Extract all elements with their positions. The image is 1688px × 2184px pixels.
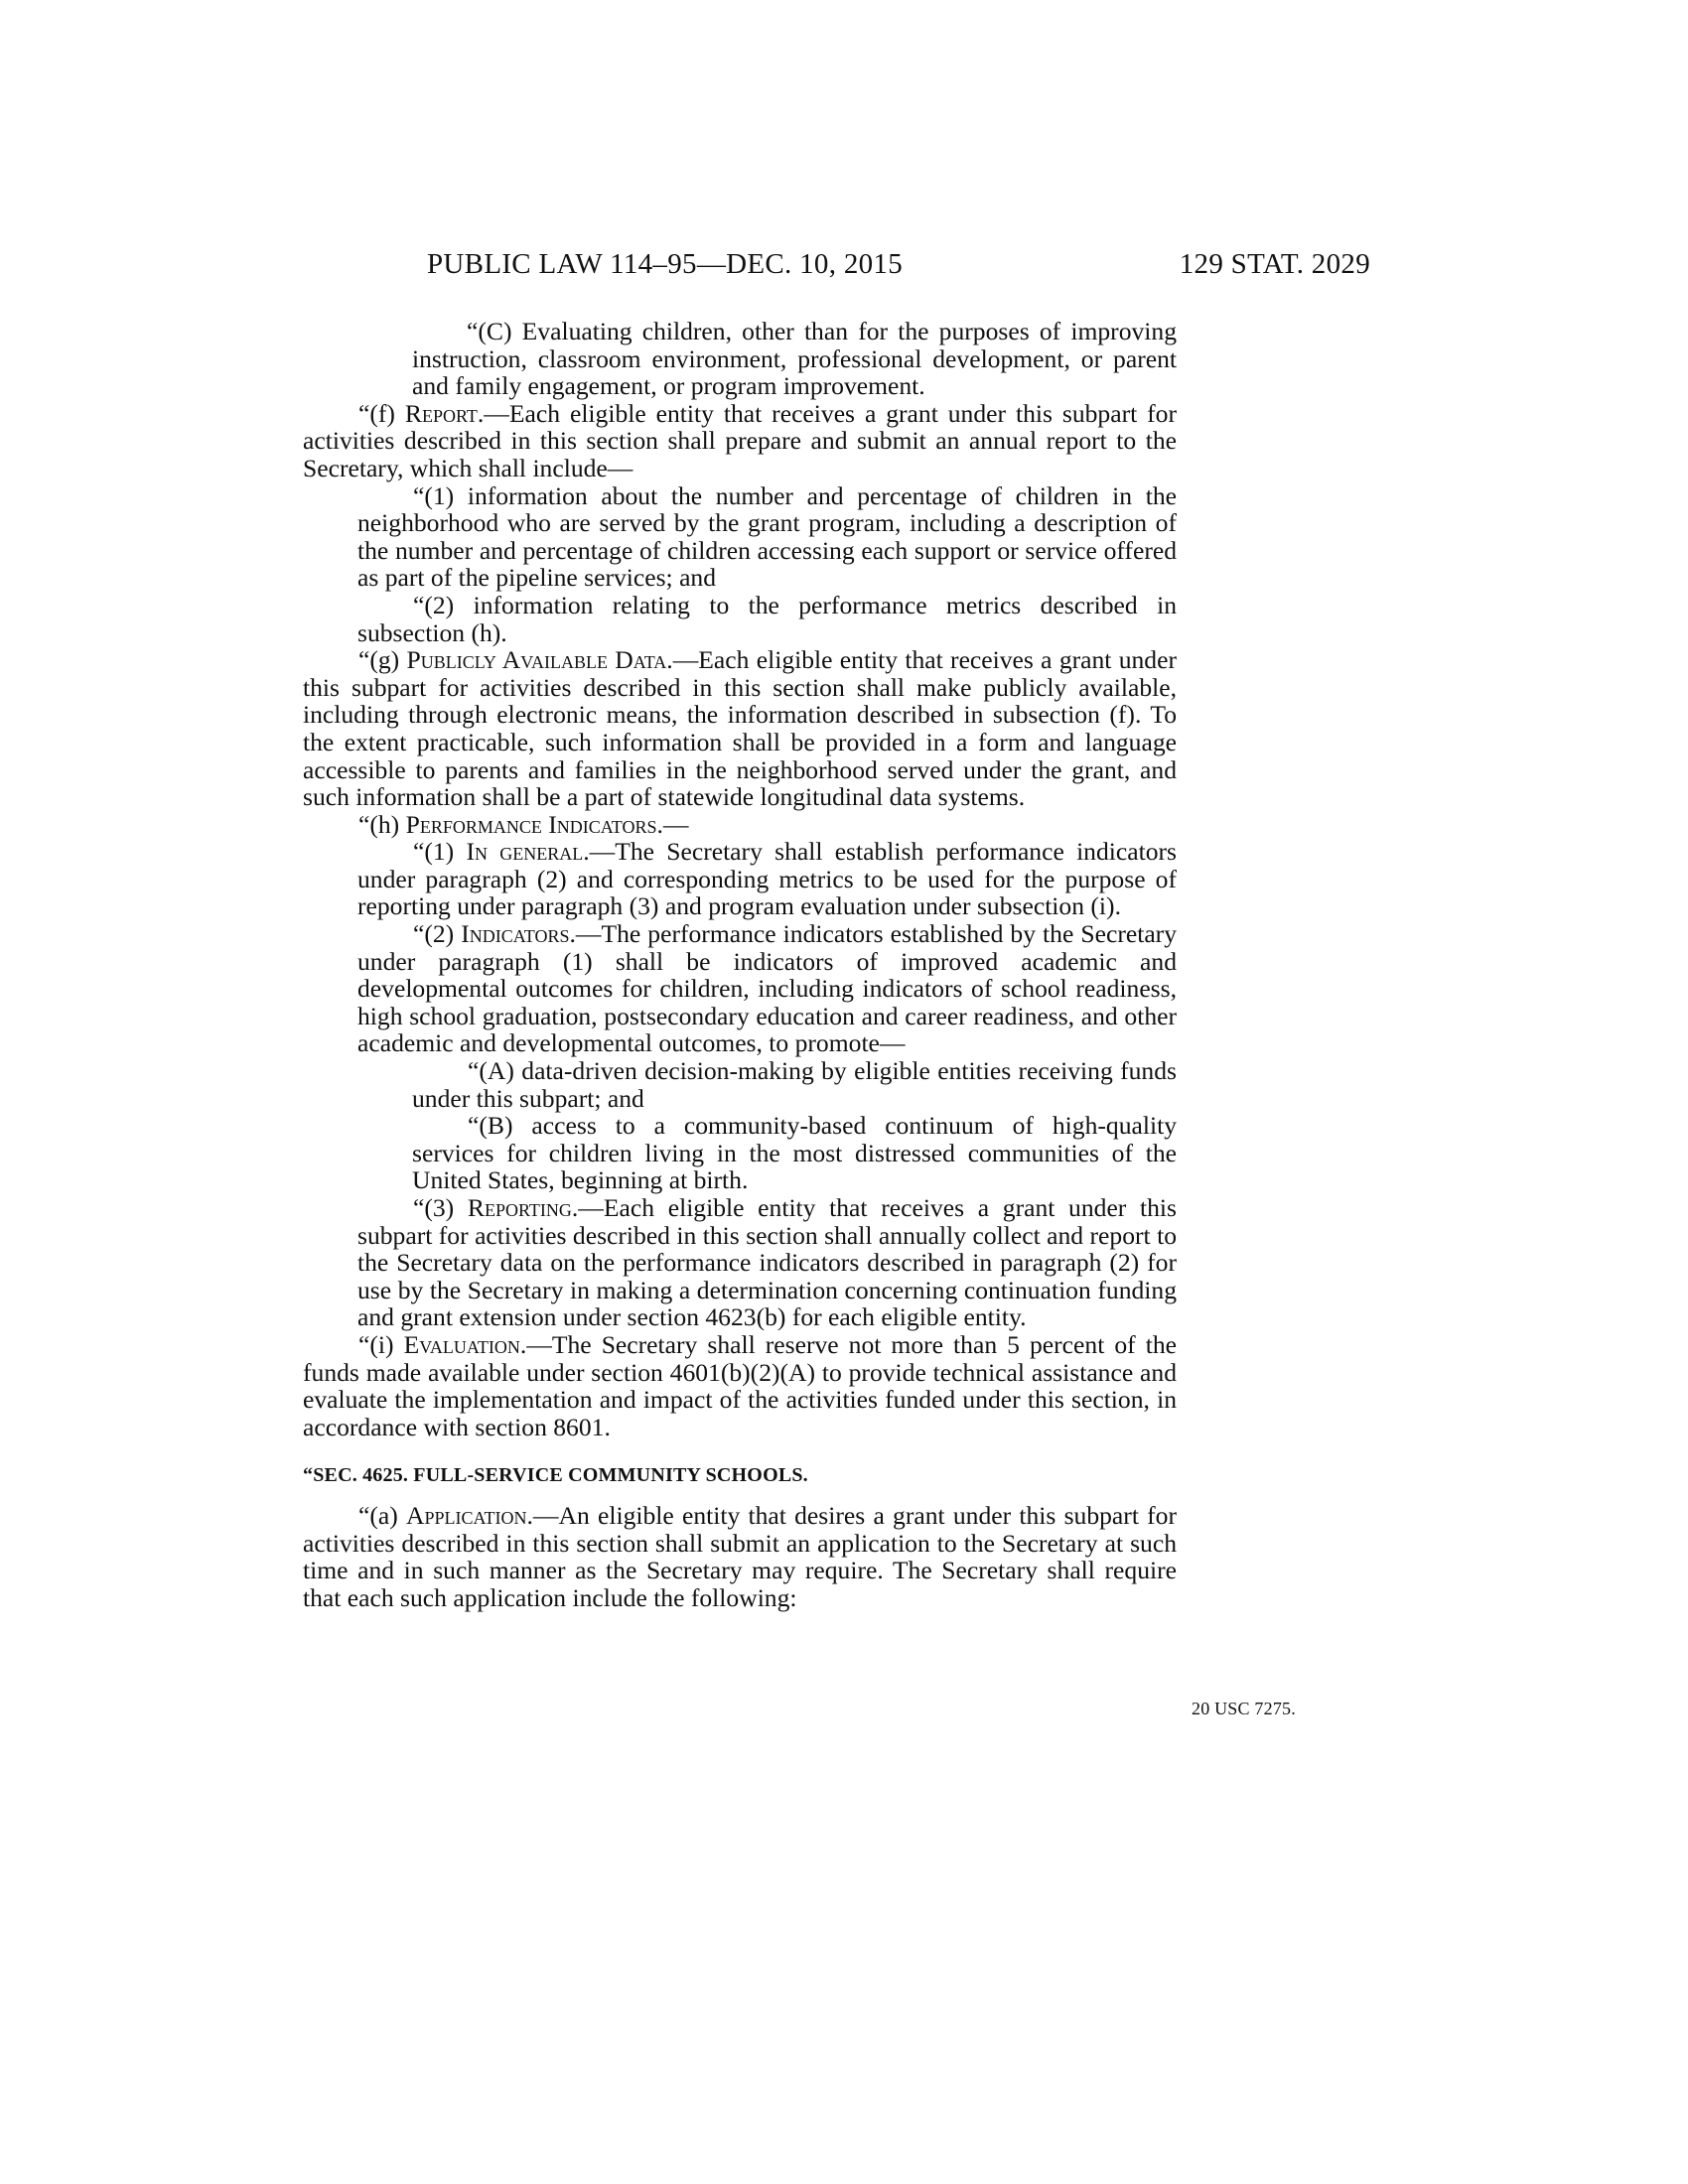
paragraph-heading: Report. — [404, 398, 485, 428]
paragraph-h-1 — [357, 838, 1177, 920]
paragraph-lead: “(g) — [358, 645, 407, 675]
paragraph-h-performance-indicators — [303, 811, 1177, 839]
paragraph-text: —The performance indicators established by the Secretary under paragraph (1) shall be indicators of improved academic and developmental outcomes for children, including indicators of school readiness, high school graduation, postsecondary education and career readiness, and other academic and developmental outcomes, to promote— — [357, 919, 1178, 1058]
paragraph-lead: “(2) — [413, 919, 462, 949]
statute-page-number: 129 STAT. 2029 — [1179, 248, 1370, 280]
paragraph-h-2-b — [412, 1112, 1177, 1194]
paragraph-text: —Each eligible entity that receives a grant under this subpart for activities described in this section shall annually collect and report to the Secretary data on the performance indicators described in paragraph (2) for use by the Secretary in making a determination concerning continuation funding and grant extension under section 4623(b) for each eligible entity. — [357, 1193, 1177, 1332]
paragraph-text: information about the number and percentage of children in the neighborhood who are served by the grant program, including a description of the number and percentage of children accessing each support or service offered as part of the pipeline services; and — [357, 480, 1177, 593]
paragraph-e-c — [412, 318, 1177, 400]
paragraph-text: access to a community-based continuum of high-quality services for children living in the most distressed communities of the United States, beginning at birth. — [412, 1111, 1177, 1195]
paragraph-f-report — [303, 400, 1177, 482]
paragraph-text: —An eligible entity that desires a grant under this subpart for activities described in this section shall submit an application to the Secretary at such time and in such manner as the Secretary may require. The Secretary shall require that each such application include the following: — [303, 1500, 1178, 1612]
paragraph-text: —Each eligible entity that receives a grant under this subpart for activities described in this section shall make publicly available, including through electronic means, the information described in subsection (f). To the extent practicable, such information shall be provided in a form and language accessible to parents and families in the neighborhood served under the grant, and such information shall be a part of statewide longitudinal data systems. — [303, 645, 1177, 812]
document-body — [303, 318, 1177, 1611]
paragraph-h-2-a — [412, 1057, 1177, 1112]
paragraph-lead: “(1) — [413, 480, 468, 510]
paragraph-a-application — [303, 1502, 1177, 1611]
paragraph-lead: “(a) — [358, 1500, 407, 1530]
paragraph-f-2 — [357, 592, 1177, 646]
paragraph-h-2 — [357, 920, 1177, 1057]
paragraph-text: —The Secretary shall establish performance indicators under paragraph (2) and corresponding metrics to be used for the purpose of reporting under paragraph (3) and program evaluation under subsection (i). — [357, 837, 1177, 921]
section-heading: “SEC. 4625. FULL-SERVICE COMMUNITY SCHOOLS. — [303, 1464, 808, 1487]
page-header — [427, 248, 1370, 288]
paragraph-lead: “(A) — [468, 1056, 522, 1086]
paragraph-text: —The Secretary shall reserve not more than 5 percent of the funds made available under section 4601(b)(2)(A) to provide technical assistance and evaluate the implementation and impact of the activities funded under this section, in accordance with section 8601. — [303, 1329, 1177, 1441]
paragraph-lead: “(1) — [413, 837, 467, 867]
paragraph-g-publicly-available-data — [303, 646, 1177, 811]
paragraph-text: Evaluating children, other than for the purposes of improving instruction, classroom environment, professional development, or parent and family engagement, or program improvement. — [412, 317, 1177, 401]
usc-margin-note: 20 USC 7275. — [1192, 1699, 1296, 1718]
paragraph-lead: “(f) — [358, 398, 405, 428]
paragraph-text: —Each eligible entity that receives a grant under this subpart for activities described in this section shall prepare and submit an annual report to the Secretary, which shall include— — [303, 398, 1177, 482]
paragraph-heading: Reporting. — [467, 1193, 579, 1222]
paragraph-heading: Evaluation. — [403, 1329, 527, 1359]
paragraph-heading: Indicators. — [461, 919, 576, 949]
paragraph-lead: “(C) — [467, 317, 522, 345]
paragraph-text: information relating to the performance metrics described in subsection (h). — [357, 590, 1177, 647]
paragraph-lead: “(h) — [358, 809, 406, 839]
running-head-title: PUBLIC LAW 114–95—DEC. 10, 2015 — [427, 248, 904, 280]
paragraph-text: — — [662, 809, 689, 839]
paragraph-lead: “(2) — [413, 590, 474, 619]
paragraph-i-evaluation — [303, 1331, 1177, 1440]
paragraph-text: data-driven decision-making by eligible entities receiving funds under this subpart; and — [412, 1056, 1177, 1113]
paragraph-h-3 — [357, 1194, 1177, 1331]
paragraph-lead: “(3) — [413, 1193, 468, 1222]
paragraph-heading: Application. — [406, 1500, 533, 1530]
paragraph-heading: Performance Indicators. — [405, 809, 663, 839]
paragraph-lead: “(i) — [358, 1329, 404, 1359]
paragraph-f-1 — [357, 482, 1177, 592]
paragraph-heading: In general. — [466, 837, 590, 867]
paragraph-lead: “(B) — [468, 1111, 532, 1141]
paragraph-heading: Publicly Available Data. — [406, 645, 673, 675]
